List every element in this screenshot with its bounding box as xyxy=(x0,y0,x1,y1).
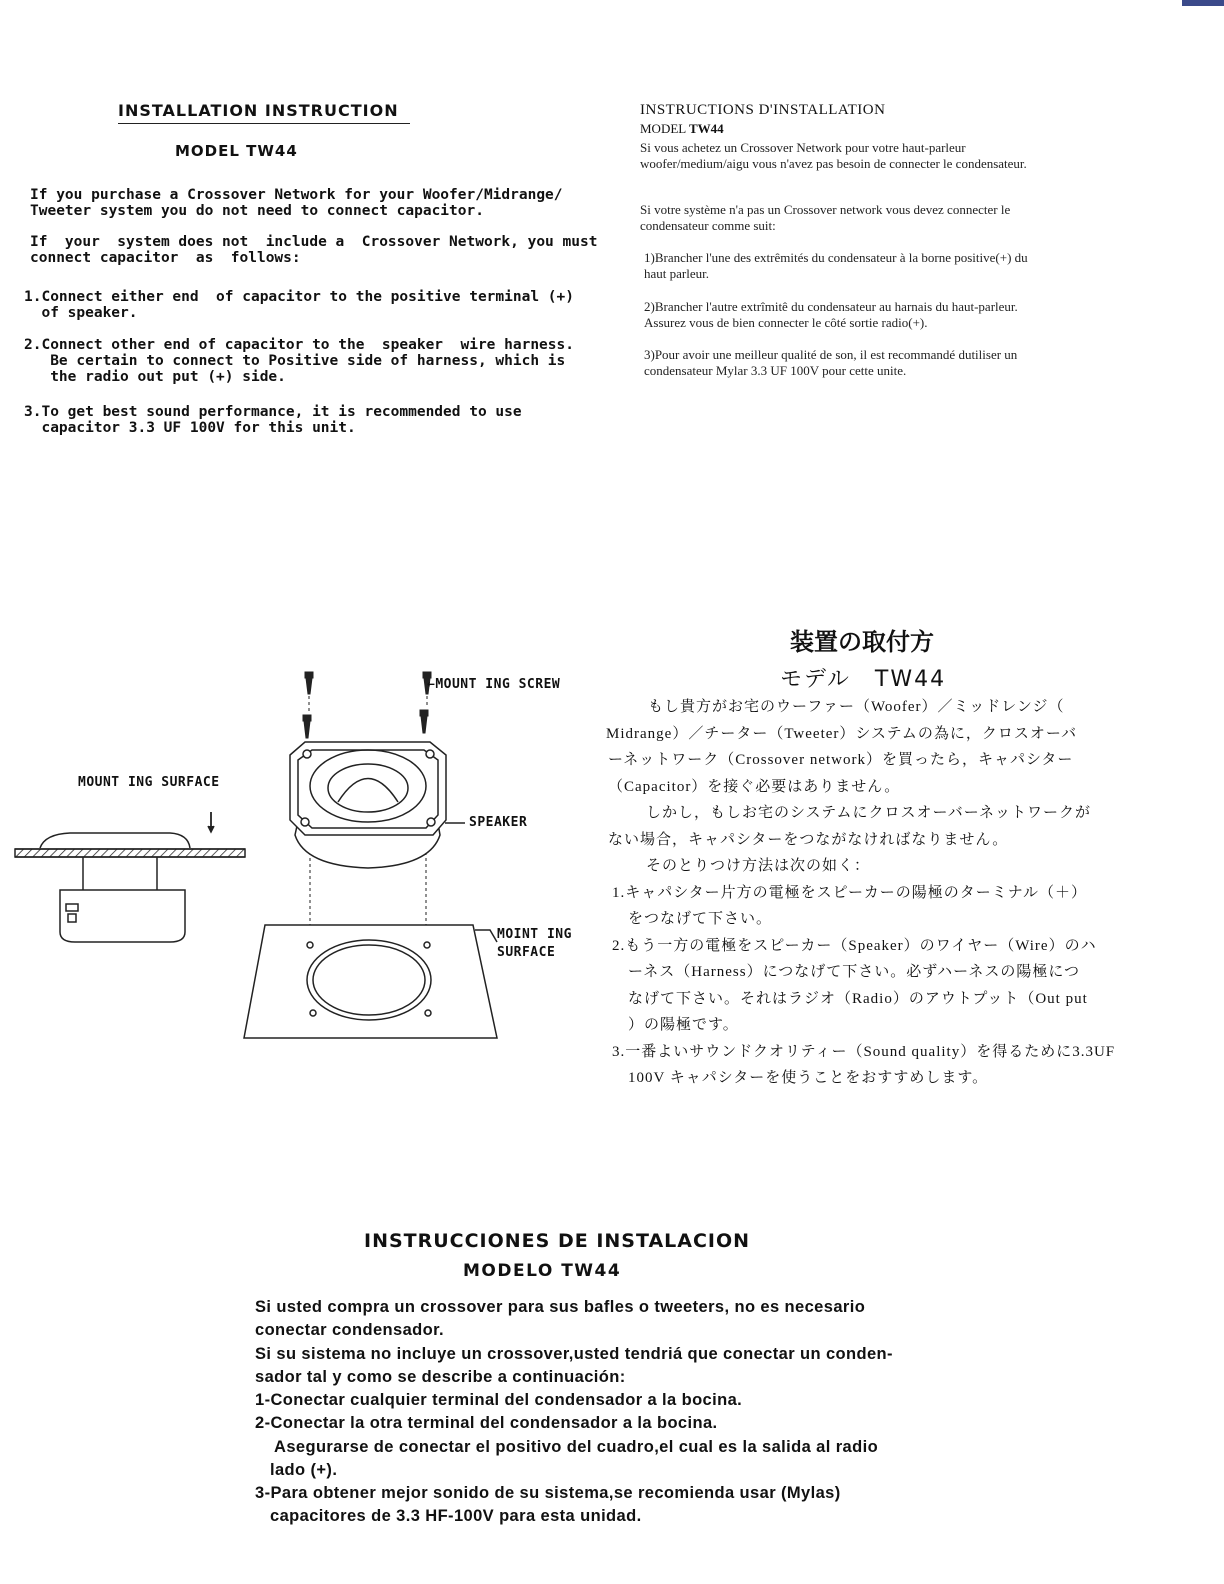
mounting-screws xyxy=(303,672,431,738)
jp-line: ）の陽極です。 xyxy=(628,1017,739,1033)
label-mounting-surface-bottom: MOINT ING SURFACE xyxy=(497,927,572,960)
es-line: capacitores de 3.3 HF-100V para esta unidad. xyxy=(270,1507,642,1525)
french-step-2: 2)Brancher l'autre extrîmitê du condensateur au harnais du haut-parleur. Assurez vous de bien connecter le côté sortie radio(+). xyxy=(644,299,1018,330)
side-view-speaker xyxy=(15,812,245,942)
english-para-1: If you purchase a Crossover Network for your Woofer/Midrange/ Tweeter system you do not need to connect capacitor. xyxy=(30,187,563,219)
jp-line: ーネットワーク（Crossover network）を買ったら，キャパシター xyxy=(608,752,1074,768)
jp-line: しかし，もしお宅のシステムにクロスオーバーネットワークが xyxy=(646,805,1092,821)
french-para-2: Si votre système n'a pas un Crossover network vous devez connecter le condensateur comme suit: xyxy=(640,202,1011,233)
jp-line: そのとりつけ方法は次の如く： xyxy=(646,858,871,874)
english-title: INSTALLATION INSTRUCTION xyxy=(118,101,410,124)
speaker-installation-diagram xyxy=(0,660,600,1060)
corner-scan-mark xyxy=(1182,0,1224,6)
french-step-3: 3)Pour avoir une meilleur qualité de son, il est recommandé dutiliser un condensateur Mylar 3.3 UF 100V pour cette unite. xyxy=(644,347,1018,378)
es-line: lado (+). xyxy=(270,1461,338,1479)
jp-line: （Capacitor）を接ぐ必要はありません。 xyxy=(608,779,901,795)
es-line: sador tal y como se describe a continuación: xyxy=(255,1368,626,1386)
jp-line: なげて下さい。それはラジオ（Radio）のアウトプット（Out put xyxy=(628,991,1088,1007)
spanish-title: INSTRUCCIONES DE INSTALACION xyxy=(364,1230,751,1252)
label-mounting-surface-left: MOUNT ING SURFACE xyxy=(78,775,220,790)
speaker-unit xyxy=(290,742,446,868)
es-line: Si usted compra un crossover para sus bafles o tweeters, no es necesario xyxy=(255,1298,866,1316)
jp-line: 100V キャパシターを使うことをおすすめします。 xyxy=(628,1070,989,1086)
es-line: Asegurarse de conectar el positivo del cuadro,el cual es la salida al radio xyxy=(274,1438,879,1456)
english-step-2: 2.Connect other end of capacitor to the speaker wire harness. Be certain to connect to Positive side of harness, which is the radio out put (+) side. xyxy=(24,337,574,385)
french-title: INSTRUCTIONS D'INSTALLATION xyxy=(640,102,886,118)
english-model: MODEL TW44 xyxy=(175,142,298,160)
es-line: conectar condensador. xyxy=(255,1321,445,1339)
english-step-1: 1.Connect either end of capacitor to the positive terminal (+) of speaker. xyxy=(24,289,574,321)
spanish-model: MODELO TW44 xyxy=(463,1261,622,1281)
japanese-model: モデル TW44 xyxy=(780,667,947,692)
french-model: MODEL TW44 xyxy=(640,121,724,136)
label-speaker: SPEAKER xyxy=(469,815,528,830)
jp-line: をつなげて下さい。 xyxy=(628,911,773,927)
french-para-1: Si vous achetez un Crossover Network pour votre haut-parleur woofer/medium/aigu vous n'avez pas besoin de connecter le condensateur. xyxy=(640,140,1027,171)
es-line: 2-Conectar la otra terminal del condensador a la bocina. xyxy=(255,1414,718,1432)
french-step-1: 1)Brancher l'une des extrêmités du condensateur à la borne positive(+) du haut parleur. xyxy=(644,250,1028,281)
japanese-title: 装置の取付方 xyxy=(790,630,934,656)
jp-line: もし貴方がお宅のウーファー（Woofer）／ミッドレンジ（ xyxy=(648,699,1065,715)
english-step-3: 3.To get best sound performance, it is recommended to use capacitor 3.3 UF 100V for this unit. xyxy=(24,404,522,436)
es-line: 3-Para obtener mejor sonido de su sistema,se recomienda usar (Mylas) xyxy=(255,1484,841,1502)
label-mounting-screw: ←MOUNT ING SCREW xyxy=(427,677,561,692)
jp-line: Midrange）／チーター（Tweeter）システムの為に，クロスオーバ xyxy=(606,726,1078,742)
jp-line: ーネス（Harness）につなげて下さい。必ずハーネスの陽極につ xyxy=(628,964,1081,980)
english-para-2: If your system does not include a Crossover Network, you must connect capacitor as follows: xyxy=(30,234,598,266)
es-line: Si su sistema no incluye un crossover,usted tendriá que conectar un conden- xyxy=(255,1345,893,1363)
jp-line: 3.一番よいサウンドクオリティー（Sound quality）を得るために3.3UF xyxy=(612,1044,1116,1060)
jp-line: 2.もう一方の電極をスピーカー（Speaker）のワイヤー（Wire）のハ xyxy=(612,938,1097,954)
mounting-plate xyxy=(244,925,497,1038)
jp-line: ない場合，キャパシターをつながなければなりません。 xyxy=(608,832,1009,848)
es-line: 1-Conectar cualquier terminal del condensador a la bocina. xyxy=(255,1391,743,1409)
jp-line: 1.キャパシター片方の電極をスピーカーの陽極のターミナル（＋） xyxy=(612,885,1088,901)
